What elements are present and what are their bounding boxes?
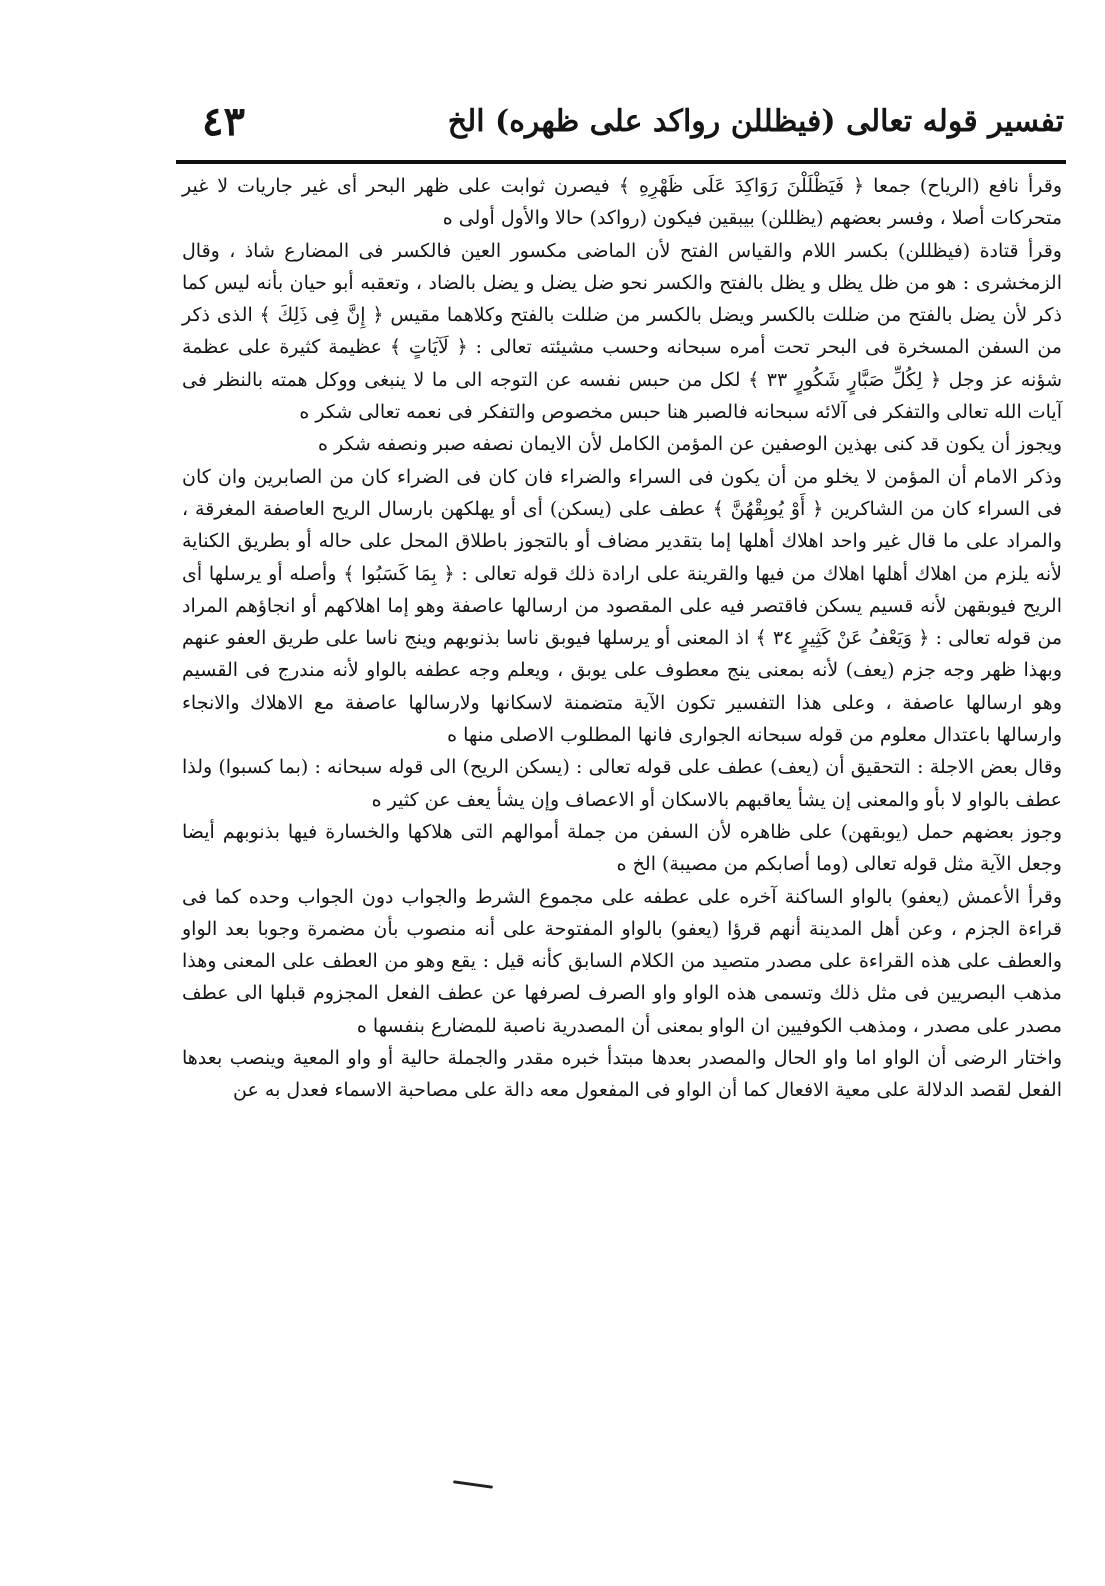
- paragraph: ويجوز أن يكون قد كنى بهذين الوصفين عن المؤمن الكامل لأن الايمان نصفه صبر ونصفه شكر ه: [317, 433, 1062, 456]
- running-title: تفسير قوله تعالى (فيظللن رواكد على ظهره) الخ: [447, 104, 1064, 139]
- paragraph: وذكر الامام أن المؤمن لا يخلو من أن يكون فى السراء والضراء فان كان فى الضراء كان من الصابرين وان كان فى السراء كان من الشاكرين ﴿ أَوْ يُوبِقْهُنَّ ﴾ عطف على (يسكن) أى أو يهلكهن بارسال الريح العاصفة المغرقة ، والمراد على ما قال غير واحد اهلاك أهلها إما بتقدير مضاف أو بالتجوز باطلاق المحل على حاله أو بطريق الكناية لأنه يلزم من اهلاك أهلها اهلاك من فيها والقرينة على ارادة ذلك قوله تعالى : ﴿ بِمَا كَسَبُوا ﴾ وأصله أو يرسلها أى الريح فيوبقهن لأنه قسيم يسكن فاقتصر فيه على المقصود من ارسالها عاصفة وهو إما اهلاكهم أو انجاؤهم المراد من قوله تعالى : ﴿ وَيَعْفُ عَنْ كَثِيرٍ ٣٤ ﴾ اذ المعنى أو يرسلها فيوبق ناسا بذنوبهم وينج ناسا على طريق العفو عنهم وبهذا ظهر وجه جزم (يعف) لأنه بمعنى ينج معطوف على يوبق ، ويعلم وجه عطفه بالواو لأنه مندرج فى القسيم وهو ارسالها عاصفة ، وعلى هذا التفسير تكون الآية متضمنة لاسكانها ولارسالها عاصفة مع الاهلاك والانجاء وارسالها باعتدال معلوم من قوله سبحانه الجوارى فانها المطلوب الاصلى منها ه: [182, 465, 1063, 747]
- paragraph: واختار الرضى أن الواو اما واو الحال والمصدر بعدها مبتدأ خبره مقدر والجملة حالية أو واو المعية وينصب بعدها الفعل لقصد الدلالة على معية الافعال كما أن الواو فى المفعول معه دالة على مصاحبة الاسماء فعدل به عن: [182, 1047, 1062, 1102]
- commentary-body: [182, 170, 1062, 1107]
- paragraph: وقرأ الأعمش (يعفو) بالواو الساكنة آخره على عطفه على مجموع الشرط والجواب دون الجواب وحده كما فى قراءة الجزم ، وعن أهل المدينة أنهم قرؤا (يعفو) بالواو المفتوحة على أنه منصوب بأن مضمرة وجوبا بعد الواو والعطف على هذه القراءة على مصدر متصيد من الكلام السابق كأنه قيل : يقع وهو من العطف على المعنى وهذا مذهب البصريين فى مثل ذلك وتسمى هذه الواو واو الصرف لصرفها عن عطف الفعل المجزوم قبلها الى عطف مصدر على مصدر ، ومذهب الكوفيين ان الواو بمعنى أن المصدرية ناصبة للمضارع بنفسها ه: [182, 885, 1062, 1037]
- paragraph: وقرأ نافع (الرياح) جمعا ﴿ فَيَظْلَلْنَ رَوَاكِدَ عَلَى ظَهْرِهِ ﴾ فيصرن ثوابت على ظهر البحر أى غير جاريات لا غير متحركات أصلا ، وفسر بعضهم (يظللن) بيبقين فيكون (رواكد) حالا والأول أولى ه: [182, 175, 1062, 230]
- catchword-mark: [453, 1480, 493, 1489]
- paragraph: وقال بعض الاجلة : التحقيق أن (يعف) عطف على قوله تعالى : (يسكن الريح) الى قوله سبحانه : (بما كسبوا) ولذا عطف بالواو لا بأو والمعنى إن يشأ يعاقبهم بالاسكان أو الاعصاف وإن يشأ يعف عن كثير ه: [182, 756, 1062, 811]
- paragraph: وقرأ قتادة (فيظللن) بكسر اللام والقياس الفتح لأن الماضى مكسور العين فالكسر فى المضارع شاذ ، وقال الزمخشرى : هو من ظل يظل و يظل بالفتح والكسر نحو ضل يضل و يضل بالضاد ، وتعقبه أبو حيان بأنه ليس كما ذكر لأن يضل بالفتح من ضللت بالكسر ويضل بالكسر من ضللت بالفتح وكلاهما مقيس ﴿ إِنَّ فِى ذَلِكَ ﴾ الذى ذكر من السفن المسخرة فى البحر تحت أمره سبحانه وحسب مشيئته تعالى : ﴿ لَآيَاتٍ ﴾ عظيمة كثيرة على عظمة شؤنه عز وجل ﴿ لِكُلِّ صَبَّارٍ شَكُورٍ ٣٣ ﴾ لكل من حبس نفسه عن التوجه الى ما لا ينبغى ووكل همته بالنظر فى آيات الله تعالى والتفكر فى آلائه سبحانه فالصبر هنا حبس مخصوص والتفكر فى نعمه تعالى شكر ه: [182, 239, 1063, 424]
- page-header: [178, 96, 1064, 158]
- paragraph: وجوز بعضهم حمل (يوبقهن) على ظاهره لأن السفن من جملة أموالهم التى هلاكها والخسارة فيها بذنوبهم أيضا وجعل الآية مثل قوله تعالى (وما أصابكم من مصيبة) الخ ه: [182, 820, 1062, 876]
- header-rule: [176, 160, 1066, 164]
- page-number: ٤٣: [202, 98, 245, 145]
